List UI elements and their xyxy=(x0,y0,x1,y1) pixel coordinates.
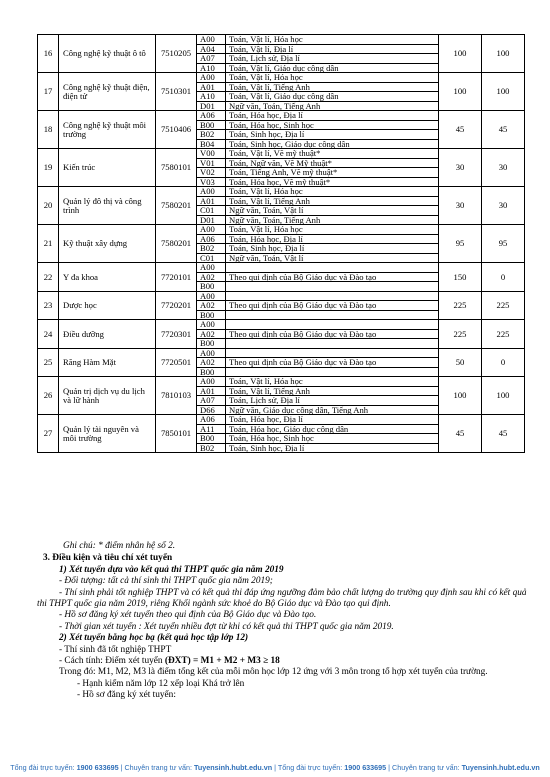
quota-value: 100 xyxy=(482,73,525,111)
subject-list: Toán, Vật lí, Hóa học xyxy=(226,187,439,197)
combination-code: A00 xyxy=(197,291,226,301)
quota-value: 0 xyxy=(482,263,525,292)
major-code: 7810103 xyxy=(156,377,197,415)
quota-value: 100 xyxy=(439,73,482,111)
paragraph: - Thời gian xét tuyển : Xét tuyển nhiều đợt từ khi có kết quả thi THPT quốc gia năm 2019. xyxy=(59,621,394,632)
major-name: Điều dưỡng xyxy=(59,320,156,349)
combination-code: A06 xyxy=(197,111,226,121)
row-number: 17 xyxy=(38,73,59,111)
quota-value: 45 xyxy=(482,415,525,453)
subject-list xyxy=(226,291,439,301)
table-row xyxy=(38,187,525,197)
paragraph: - Đối tượng: tất cả thí sinh thi THPT quốc gia năm 2019; xyxy=(59,576,273,587)
subject-list xyxy=(226,282,439,292)
row-number: 26 xyxy=(38,377,59,415)
quota-value: 225 xyxy=(482,291,525,320)
major-name: Y đa khoa xyxy=(59,263,156,292)
combination-code: A00 xyxy=(197,348,226,358)
major-name: Dược học xyxy=(59,291,156,320)
combination-code: D01 xyxy=(197,215,226,225)
major-name: Kiến trúc xyxy=(59,149,156,187)
paragraph: Trong đó: M1, M2, M3 là điểm tổng kết của mỗi môn học lớp 12 ứng với 3 môn trong tổ hợp xét tuyển của trường. xyxy=(59,667,488,678)
subject-list: Toán, Vật lí, Vẽ mỹ thuật* xyxy=(226,149,439,159)
quota-value: 225 xyxy=(439,320,482,349)
subject-list: Toán, Vật lí, Tiếng Anh xyxy=(226,82,439,92)
major-code: 7510205 xyxy=(156,35,197,73)
subject-list: Toán, Vật lí, Tiếng Anh xyxy=(226,196,439,206)
combination-code: V02 xyxy=(197,168,226,178)
combination-code: B00 xyxy=(197,310,226,320)
row-number: 23 xyxy=(38,291,59,320)
paragraph: - Hạnh kiểm năm lớp 12 xếp loại Khá trở lên xyxy=(77,678,245,689)
combination-code: A00 xyxy=(197,187,226,197)
major-code: 7580201 xyxy=(156,187,197,225)
combination-code: B02 xyxy=(197,130,226,140)
subject-list: Toán, Vật lí, Giáo dục công dân xyxy=(226,63,439,73)
quota-value: 45 xyxy=(439,415,482,453)
subject-list: Toán, Vật lí, Hóa học xyxy=(226,35,439,45)
major-code: 7720501 xyxy=(156,348,197,377)
admission-table xyxy=(37,34,525,453)
subject-list: Toán, Sinh học, Địa lí xyxy=(226,130,439,140)
table-row xyxy=(38,291,525,301)
subject-list: Toán, Hóa học, Vẽ mỹ thuật* xyxy=(226,177,439,187)
subject-list: Toán, Hóa học, Giáo dục công dân xyxy=(226,424,439,434)
quota-value: 100 xyxy=(482,35,525,73)
major-code: 7580101 xyxy=(156,149,197,187)
subject-list xyxy=(226,367,439,377)
major-code: 7720101 xyxy=(156,263,197,292)
major-code: 7580201 xyxy=(156,225,197,263)
paragraph: - Hồ sơ đăng ký xét tuyển theo qui định của Bộ Giáo dục và Đào tạo. xyxy=(59,610,317,621)
major-name: Công nghệ kỹ thuật môi trường xyxy=(59,111,156,149)
major-name: Răng Hàm Mặt xyxy=(59,348,156,377)
combination-code: B00 xyxy=(197,367,226,377)
subsection-heading: 2) Xét tuyển bằng học bạ (kết quả học tập lớp 12) xyxy=(59,633,249,644)
subject-list: Toán, Tiếng Anh, Vẽ mỹ thuật* xyxy=(226,168,439,178)
table-row xyxy=(38,377,525,387)
subject-list: Toán, Vật lí, Hóa học xyxy=(226,73,439,83)
combination-code: A11 xyxy=(197,424,226,434)
quota-value: 100 xyxy=(482,377,525,415)
combination-code: A02 xyxy=(197,301,226,311)
quota-value: 100 xyxy=(439,377,482,415)
combination-code: A07 xyxy=(197,396,226,406)
table-row xyxy=(38,225,525,235)
subject-list: Ngữ văn, Toán, Tiếng Anh xyxy=(226,101,439,111)
quota-value: 95 xyxy=(439,225,482,263)
major-name: Kỹ thuật xây dựng xyxy=(59,225,156,263)
paragraph: - Hồ sơ đăng ký xét tuyển: xyxy=(77,690,176,701)
subject-list xyxy=(226,263,439,273)
subject-list xyxy=(226,320,439,330)
formula: (ĐXT) = M1 + M2 + M3 ≥ 18 xyxy=(164,656,280,667)
subject-list: Toán, Vật lí, Hóa học xyxy=(226,377,439,387)
combination-code: C01 xyxy=(197,206,226,216)
combination-code: A00 xyxy=(197,73,226,83)
footer-label: | Tổng đài trực tuyến: xyxy=(272,763,345,772)
subject-list: Toán, Hóa học, Địa lí xyxy=(226,111,439,121)
footer-label: | Chuyên trang tư vấn: xyxy=(386,763,462,772)
quota-value: 95 xyxy=(482,225,525,263)
row-number: 25 xyxy=(38,348,59,377)
combination-code: A00 xyxy=(197,225,226,235)
subject-list: Toán, Sinh học, Địa lí xyxy=(226,443,439,453)
quota-value: 225 xyxy=(439,291,482,320)
combination-code: V03 xyxy=(197,177,226,187)
combination-code: A01 xyxy=(197,196,226,206)
subject-list: Toán, Lịch sử, Địa lí xyxy=(226,396,439,406)
combination-code: A06 xyxy=(197,234,226,244)
table-row xyxy=(38,111,525,121)
subject-list: Ngữ văn, Toán, Vật lí xyxy=(226,206,439,216)
major-code: 7720301 xyxy=(156,320,197,349)
combination-code: B02 xyxy=(197,443,226,453)
combination-code: V01 xyxy=(197,158,226,168)
quota-value: 50 xyxy=(439,348,482,377)
website-link[interactable]: Tuyensinh.hubt.edu.vn xyxy=(461,763,540,772)
major-name: Quản lý tài nguyên và môi trường xyxy=(59,415,156,453)
combination-code: A02 xyxy=(197,329,226,339)
subject-list: Toán, Hóa học, Sinh học xyxy=(226,434,439,444)
footer-bar xyxy=(0,759,550,777)
admission-notes xyxy=(37,541,527,702)
major-code: 7510301 xyxy=(156,73,197,111)
row-number: 27 xyxy=(38,415,59,453)
combination-code: A10 xyxy=(197,63,226,73)
combination-code: B00 xyxy=(197,434,226,444)
major-name: Công nghệ kỹ thuật điện, điện tử xyxy=(59,73,156,111)
hotline-number: 1900 633695 xyxy=(76,763,119,772)
table-row xyxy=(38,348,525,358)
combination-code: B00 xyxy=(197,120,226,130)
table-row xyxy=(38,73,525,83)
hotline-number: 1900 633695 xyxy=(344,763,387,772)
quota-value: 30 xyxy=(482,149,525,187)
subject-list xyxy=(226,348,439,358)
combination-code: A01 xyxy=(197,386,226,396)
combination-code: A04 xyxy=(197,44,226,54)
subject-list: Toán, Lịch sử, Địa lí xyxy=(226,54,439,64)
combination-code: B02 xyxy=(197,244,226,254)
subject-list: Toán, Hóa học, Địa lí xyxy=(226,234,439,244)
note-text: Ghi chú: * điểm nhân hệ số 2. xyxy=(63,541,176,551)
subject-list: Ngữ văn, Toán, Tiếng Anh xyxy=(226,215,439,225)
subject-list xyxy=(226,339,439,349)
combination-code: A00 xyxy=(197,377,226,387)
quota-value: 30 xyxy=(482,187,525,225)
subject-list: Toán, Vật lí, Tiếng Anh xyxy=(226,386,439,396)
combination-code: A00 xyxy=(197,263,226,273)
row-number: 21 xyxy=(38,225,59,263)
subject-list: Theo qui định của Bộ Giáo dục và Đào tạo xyxy=(226,329,439,339)
combination-code: A00 xyxy=(197,35,226,45)
row-number: 20 xyxy=(38,187,59,225)
subsection-heading: 1) Xét tuyển dựa vào kết quả thi THPT quốc gia năm 2019 xyxy=(59,564,284,575)
subject-list: Theo qui định của Bộ Giáo dục và Đào tạo xyxy=(226,272,439,282)
subject-list: Toán, Hóa học, Sinh học xyxy=(226,120,439,130)
table-row xyxy=(38,320,525,330)
row-number: 19 xyxy=(38,149,59,187)
combination-code: A01 xyxy=(197,82,226,92)
combination-code: A07 xyxy=(197,54,226,64)
quota-value: 30 xyxy=(439,149,482,187)
combination-code: B04 xyxy=(197,139,226,149)
table-row xyxy=(38,263,525,273)
quota-value: 45 xyxy=(439,111,482,149)
table-row xyxy=(38,149,525,159)
major-code: 7720201 xyxy=(156,291,197,320)
formula-line xyxy=(37,656,527,667)
major-name: Công nghệ kỹ thuật ô tô xyxy=(59,35,156,73)
paragraph: - Thí sinh đã tốt nghiệp THPT xyxy=(59,644,172,655)
section-heading: 3. Điều kiện và tiêu chí xét tuyển xyxy=(43,553,173,564)
subject-list: Theo qui định của Bộ Giáo dục và Đào tạo xyxy=(226,301,439,311)
table-row xyxy=(38,35,525,45)
footer-label: | Chuyên trang tư vấn: xyxy=(118,763,194,772)
subject-list: Ngữ văn, Toán, Vật lí xyxy=(226,253,439,263)
subject-list: Toán, Vật lí, Giáo dục công dân xyxy=(226,92,439,102)
subject-list: Toán, Sinh học, Giáo dục công dân xyxy=(226,139,439,149)
quota-value: 0 xyxy=(482,348,525,377)
major-name: Quản lý đô thị và công trình xyxy=(59,187,156,225)
row-number: 16 xyxy=(38,35,59,73)
subject-list xyxy=(226,310,439,320)
row-number: 24 xyxy=(38,320,59,349)
quota-value: 100 xyxy=(439,35,482,73)
subject-list: Toán, Sinh học, Địa lí xyxy=(226,244,439,254)
quota-value: 225 xyxy=(482,320,525,349)
quota-value: 45 xyxy=(482,111,525,149)
subject-list: Toán, Vật lí, Địa lí xyxy=(226,44,439,54)
combination-code: D66 xyxy=(197,405,226,415)
quota-value: 30 xyxy=(439,187,482,225)
footer-label: Tổng đài trực tuyến: xyxy=(10,763,77,772)
combination-code: A00 xyxy=(197,320,226,330)
major-name: Quản trị dịch vụ du lịch và lữ hành xyxy=(59,377,156,415)
row-number: 22 xyxy=(38,263,59,292)
subject-list: Toán, Ngữ văn, Vẽ Mỹ thuật* xyxy=(226,158,439,168)
combination-code: A10 xyxy=(197,92,226,102)
combination-code: V00 xyxy=(197,149,226,159)
combination-code: A02 xyxy=(197,358,226,368)
combination-code: B00 xyxy=(197,339,226,349)
combination-code: A02 xyxy=(197,272,226,282)
row-number: 18 xyxy=(38,111,59,149)
subject-list: Theo qui định của Bộ Giáo dục và Đào tạo xyxy=(226,358,439,368)
subject-list: Toán, Hóa học, Địa lí xyxy=(226,415,439,425)
paragraph: - Thí sinh phải tốt nghiệp THPT và có kết quả thi đáp ứng ngưỡng đảm bảo chất lượng do trường quy định sau khi có kết quả thi THPT quốc gia năm 2019, riêng Khối ngành sức khoẻ do Bộ Giáo dục và Đào tạo qui định. xyxy=(37,587,527,610)
combination-code: C01 xyxy=(197,253,226,263)
formula-label: - Cách tính: Điểm xét tuyển xyxy=(59,656,165,667)
combination-code: A06 xyxy=(197,415,226,425)
subject-list: Ngữ văn, Giáo dục công dân, Tiếng Anh xyxy=(226,405,439,415)
website-link[interactable]: Tuyensinh.hubt.edu.vn xyxy=(193,763,273,772)
table-row xyxy=(38,415,525,425)
major-code: 7510406 xyxy=(156,111,197,149)
major-code: 7850101 xyxy=(156,415,197,453)
quota-value: 150 xyxy=(439,263,482,292)
combination-code: D01 xyxy=(197,101,226,111)
subject-list: Toán, Vật lí, Hóa học xyxy=(226,225,439,235)
combination-code: B00 xyxy=(197,282,226,292)
